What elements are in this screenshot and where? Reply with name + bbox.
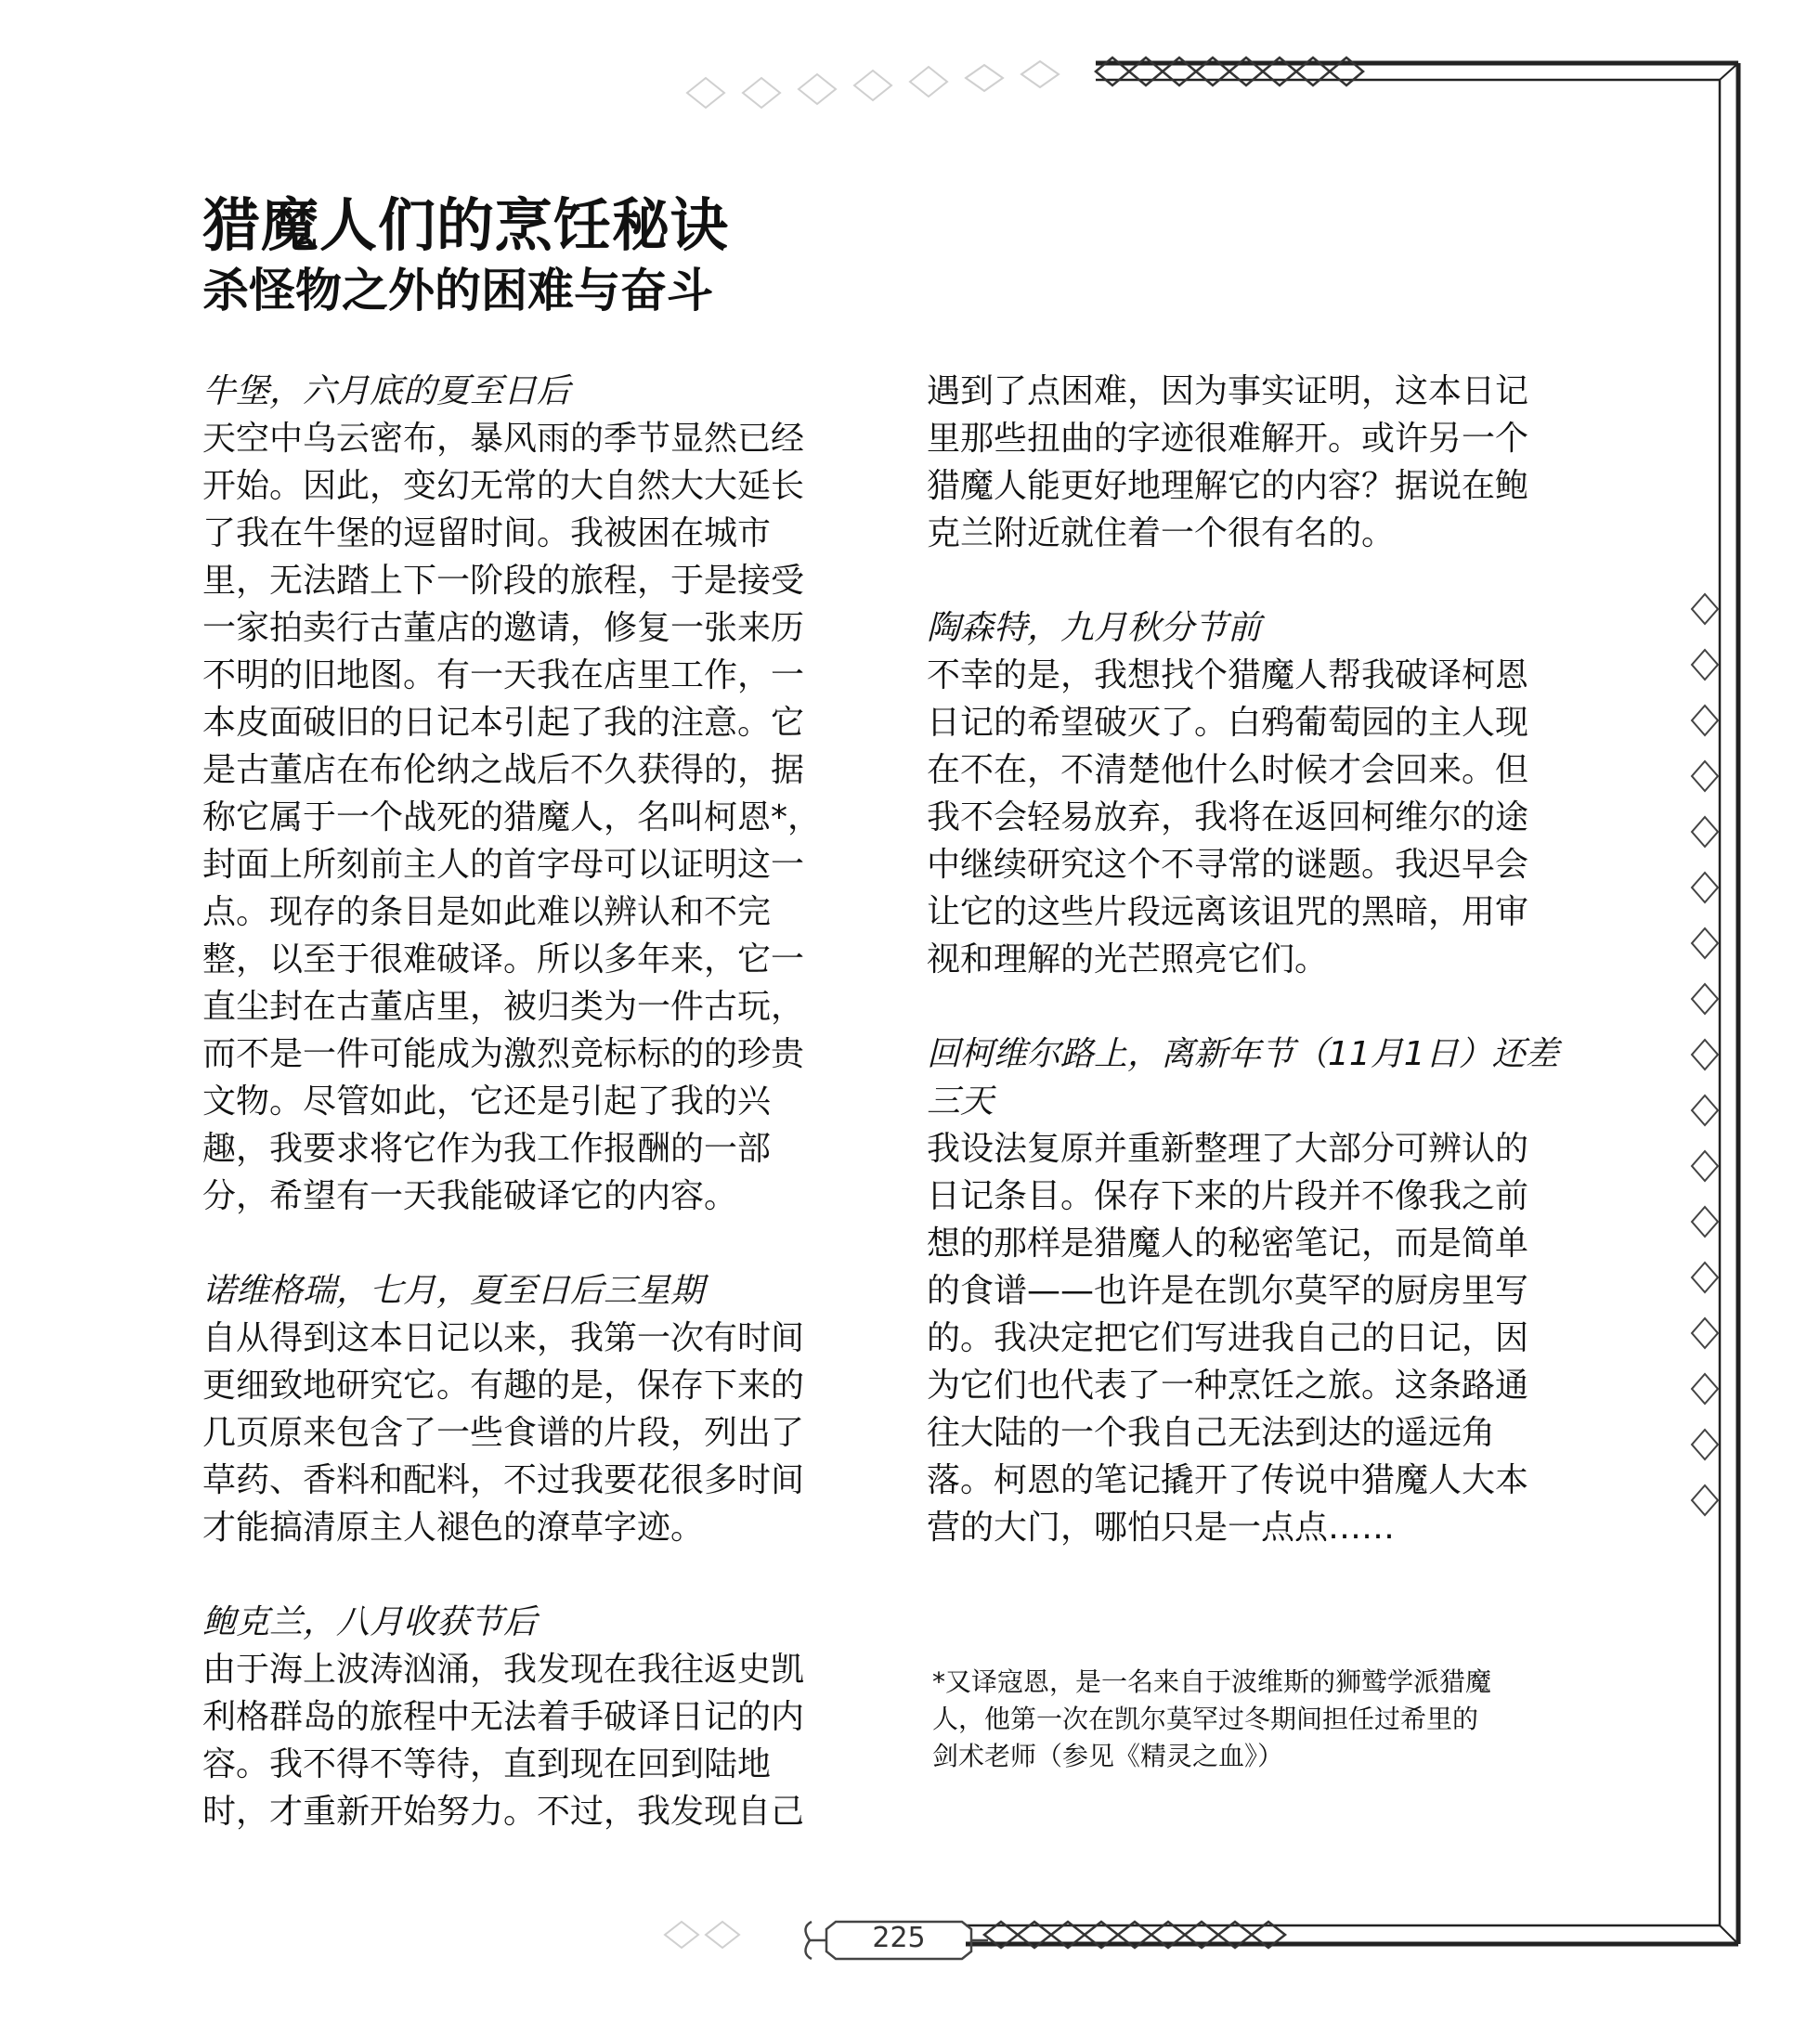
text-line: 自从得到这本日记以来，我第一次有时间 xyxy=(202,1319,805,1357)
text-line: 遇到了点困难，因为事实证明，这本日记 xyxy=(927,372,1529,410)
text-line: 猎魔人能更好地理解它的内容？据说在鲍 xyxy=(927,467,1529,505)
text-line: 本皮面破旧的日记本引起了我的注意。它 xyxy=(202,704,805,742)
text-line: 在不在，不清楚他什么时候才会回来。但 xyxy=(927,751,1529,789)
text-line: 克兰附近就住着一个很有名的。 xyxy=(927,514,1396,552)
text-line: 是古董店在布伦纳之战后不久获得的，据 xyxy=(202,751,805,789)
text-line: 分，希望有一天我能破译它的内容。 xyxy=(202,1177,738,1215)
text-line: 容。我不得不等待，直到现在回到陆地 xyxy=(202,1745,772,1783)
text-line: 里那些扭曲的字迹很难解开。或许另一个 xyxy=(927,420,1529,458)
text-line: 才能搞清原主人褪色的潦草字迹。 xyxy=(202,1509,705,1547)
entry-heading: 鲍克兰，八月收获节后 xyxy=(202,1603,538,1641)
text-line: 整，以至于很难破译。所以多年来，它一 xyxy=(202,940,805,979)
text-line: 趣，我要求将它作为我工作报酬的一部 xyxy=(202,1130,772,1168)
text-line: 不明的旧地图。有一天我在店里工作，一 xyxy=(202,656,805,694)
text-line: 日记条目。保存下来的片段并不像我之前 xyxy=(927,1177,1529,1215)
entry-body xyxy=(202,1646,852,1835)
diary-entry xyxy=(927,604,1577,983)
text-line: 天空中乌云密布，暴风雨的季节显然已经 xyxy=(202,420,805,458)
text-line: 而不是一件可能成为激烈竞标标的的珍贵 xyxy=(202,1035,805,1073)
entry-heading: 陶森特，九月秋分节前 xyxy=(927,609,1262,647)
text-line: 更细致地研究它。有趣的是，保存下来的 xyxy=(202,1367,805,1405)
page-title: 猎魔人们的烹饪秘诀 xyxy=(202,191,730,259)
entry-body xyxy=(927,1125,1577,1551)
text-line: 我设法复原并重新整理了大部分可辨认的 xyxy=(927,1130,1529,1168)
bottom-ornament-faint xyxy=(665,1922,739,1948)
page-subtitle: 杀怪物之外的困难与奋斗 xyxy=(202,264,713,318)
text-line: 不幸的是，我想找个猎魔人帮我破译柯恩 xyxy=(927,656,1529,694)
page-number: 225 xyxy=(872,1922,926,1954)
footnote-line: *又译寇恩，是一名来自于波维斯的狮鹫学派猎魔 xyxy=(932,1666,1492,1697)
left-column xyxy=(202,368,852,1883)
text-line: 时，才重新开始努力。不过，我发现自己 xyxy=(202,1793,805,1831)
text-line: 开始。因此，变幻无常的大自然大大延长 xyxy=(202,467,805,505)
entry-heading-line: 回柯维尔路上，离新年节（11月1日）还差 xyxy=(927,1035,1559,1073)
entry-body xyxy=(927,368,1577,557)
corner-top-right xyxy=(1720,63,1738,80)
diary-entry-continued xyxy=(927,368,1577,557)
text-line: 里，无法踏上下一阶段的旅程，于是接受 xyxy=(202,562,805,600)
entry-body xyxy=(202,1315,852,1551)
footnote-line: 人，他第一次在凯尔莫罕过冬期间担任过希里的 xyxy=(932,1704,1479,1734)
diary-entry xyxy=(202,368,852,1220)
diary-entry xyxy=(202,1599,852,1835)
entry-heading: 牛堡，六月底的夏至日后 xyxy=(202,372,571,410)
entry-heading xyxy=(927,1030,1577,1125)
entry-heading: 诺维格瑞，七月，夏至日后三星期 xyxy=(202,1272,705,1310)
text-line: 了我在牛堡的逗留时间。我被困在城市 xyxy=(202,514,772,552)
entry-body xyxy=(202,415,852,1220)
corner-bottom-right xyxy=(1720,1925,1738,1944)
text-line: 中继续研究这个不寻常的谜题。我迟早会 xyxy=(927,846,1529,884)
text-line: 文物。尽管如此，它还是引起了我的兴 xyxy=(202,1082,772,1121)
text-line: 为它们也代表了一种烹饪之旅。这条路通 xyxy=(927,1367,1529,1405)
title-block xyxy=(202,190,1502,320)
text-line: 落。柯恩的笔记撬开了传说中猎魔人大本 xyxy=(927,1461,1529,1499)
entry-body xyxy=(927,652,1577,983)
text-line: 由于海上波涛汹涌，我发现在我往返史凯 xyxy=(202,1651,805,1689)
footnote xyxy=(932,1664,1582,1775)
text-line: 视和理解的光芒照亮它们。 xyxy=(927,940,1329,979)
text-line: 让它的这些片段远离该诅咒的黑暗，用审 xyxy=(927,893,1529,931)
text-line: 称它属于一个战死的猎魔人，名叫柯恩*， xyxy=(202,798,822,836)
right-ornament xyxy=(1692,594,1718,1515)
text-line: 往大陆的一个我自己无法到达的遥远角 xyxy=(927,1414,1496,1452)
text-line: 几页原来包含了一些食谱的片段，列出了 xyxy=(202,1414,805,1452)
diary-entry xyxy=(927,1030,1577,1551)
text-line: 直尘封在古董店里，被归类为一件古玩， xyxy=(202,988,805,1026)
diary-entry xyxy=(202,1267,852,1551)
footnote-line: 剑术老师（参见《精灵之血》） xyxy=(932,1741,1284,1771)
right-column xyxy=(927,368,1577,1599)
text-line: 的食谱——也许是在凯尔莫罕的厨房里写 xyxy=(927,1272,1529,1310)
entry-heading-line: 三天 xyxy=(927,1082,994,1121)
text-line: 想的那样是猎魔人的秘密笔记，而是简单 xyxy=(927,1225,1529,1263)
text-line: 营的大门，哪怕只是一点点…… xyxy=(927,1509,1396,1547)
text-line: 的。我决定把它们写进我自己的日记，因 xyxy=(927,1319,1529,1357)
text-line: 我不会轻易放弃，我将在返回柯维尔的途 xyxy=(927,798,1529,836)
text-line: 封面上所刻前主人的首字母可以证明这一 xyxy=(202,846,805,884)
text-line: 草药、香料和配料，不过我要花很多时间 xyxy=(202,1461,805,1499)
text-line: 利格群岛的旅程中无法着手破译日记的内 xyxy=(202,1698,805,1736)
text-line: 一家拍卖行古董店的邀请，修复一张来历 xyxy=(202,609,805,647)
text-line: 日记的希望破灭了。白鸦葡萄园的主人现 xyxy=(927,704,1529,742)
top-ornament-faint xyxy=(687,61,1059,108)
text-line: 点。现存的条目是如此难以辨认和不完 xyxy=(202,893,772,931)
